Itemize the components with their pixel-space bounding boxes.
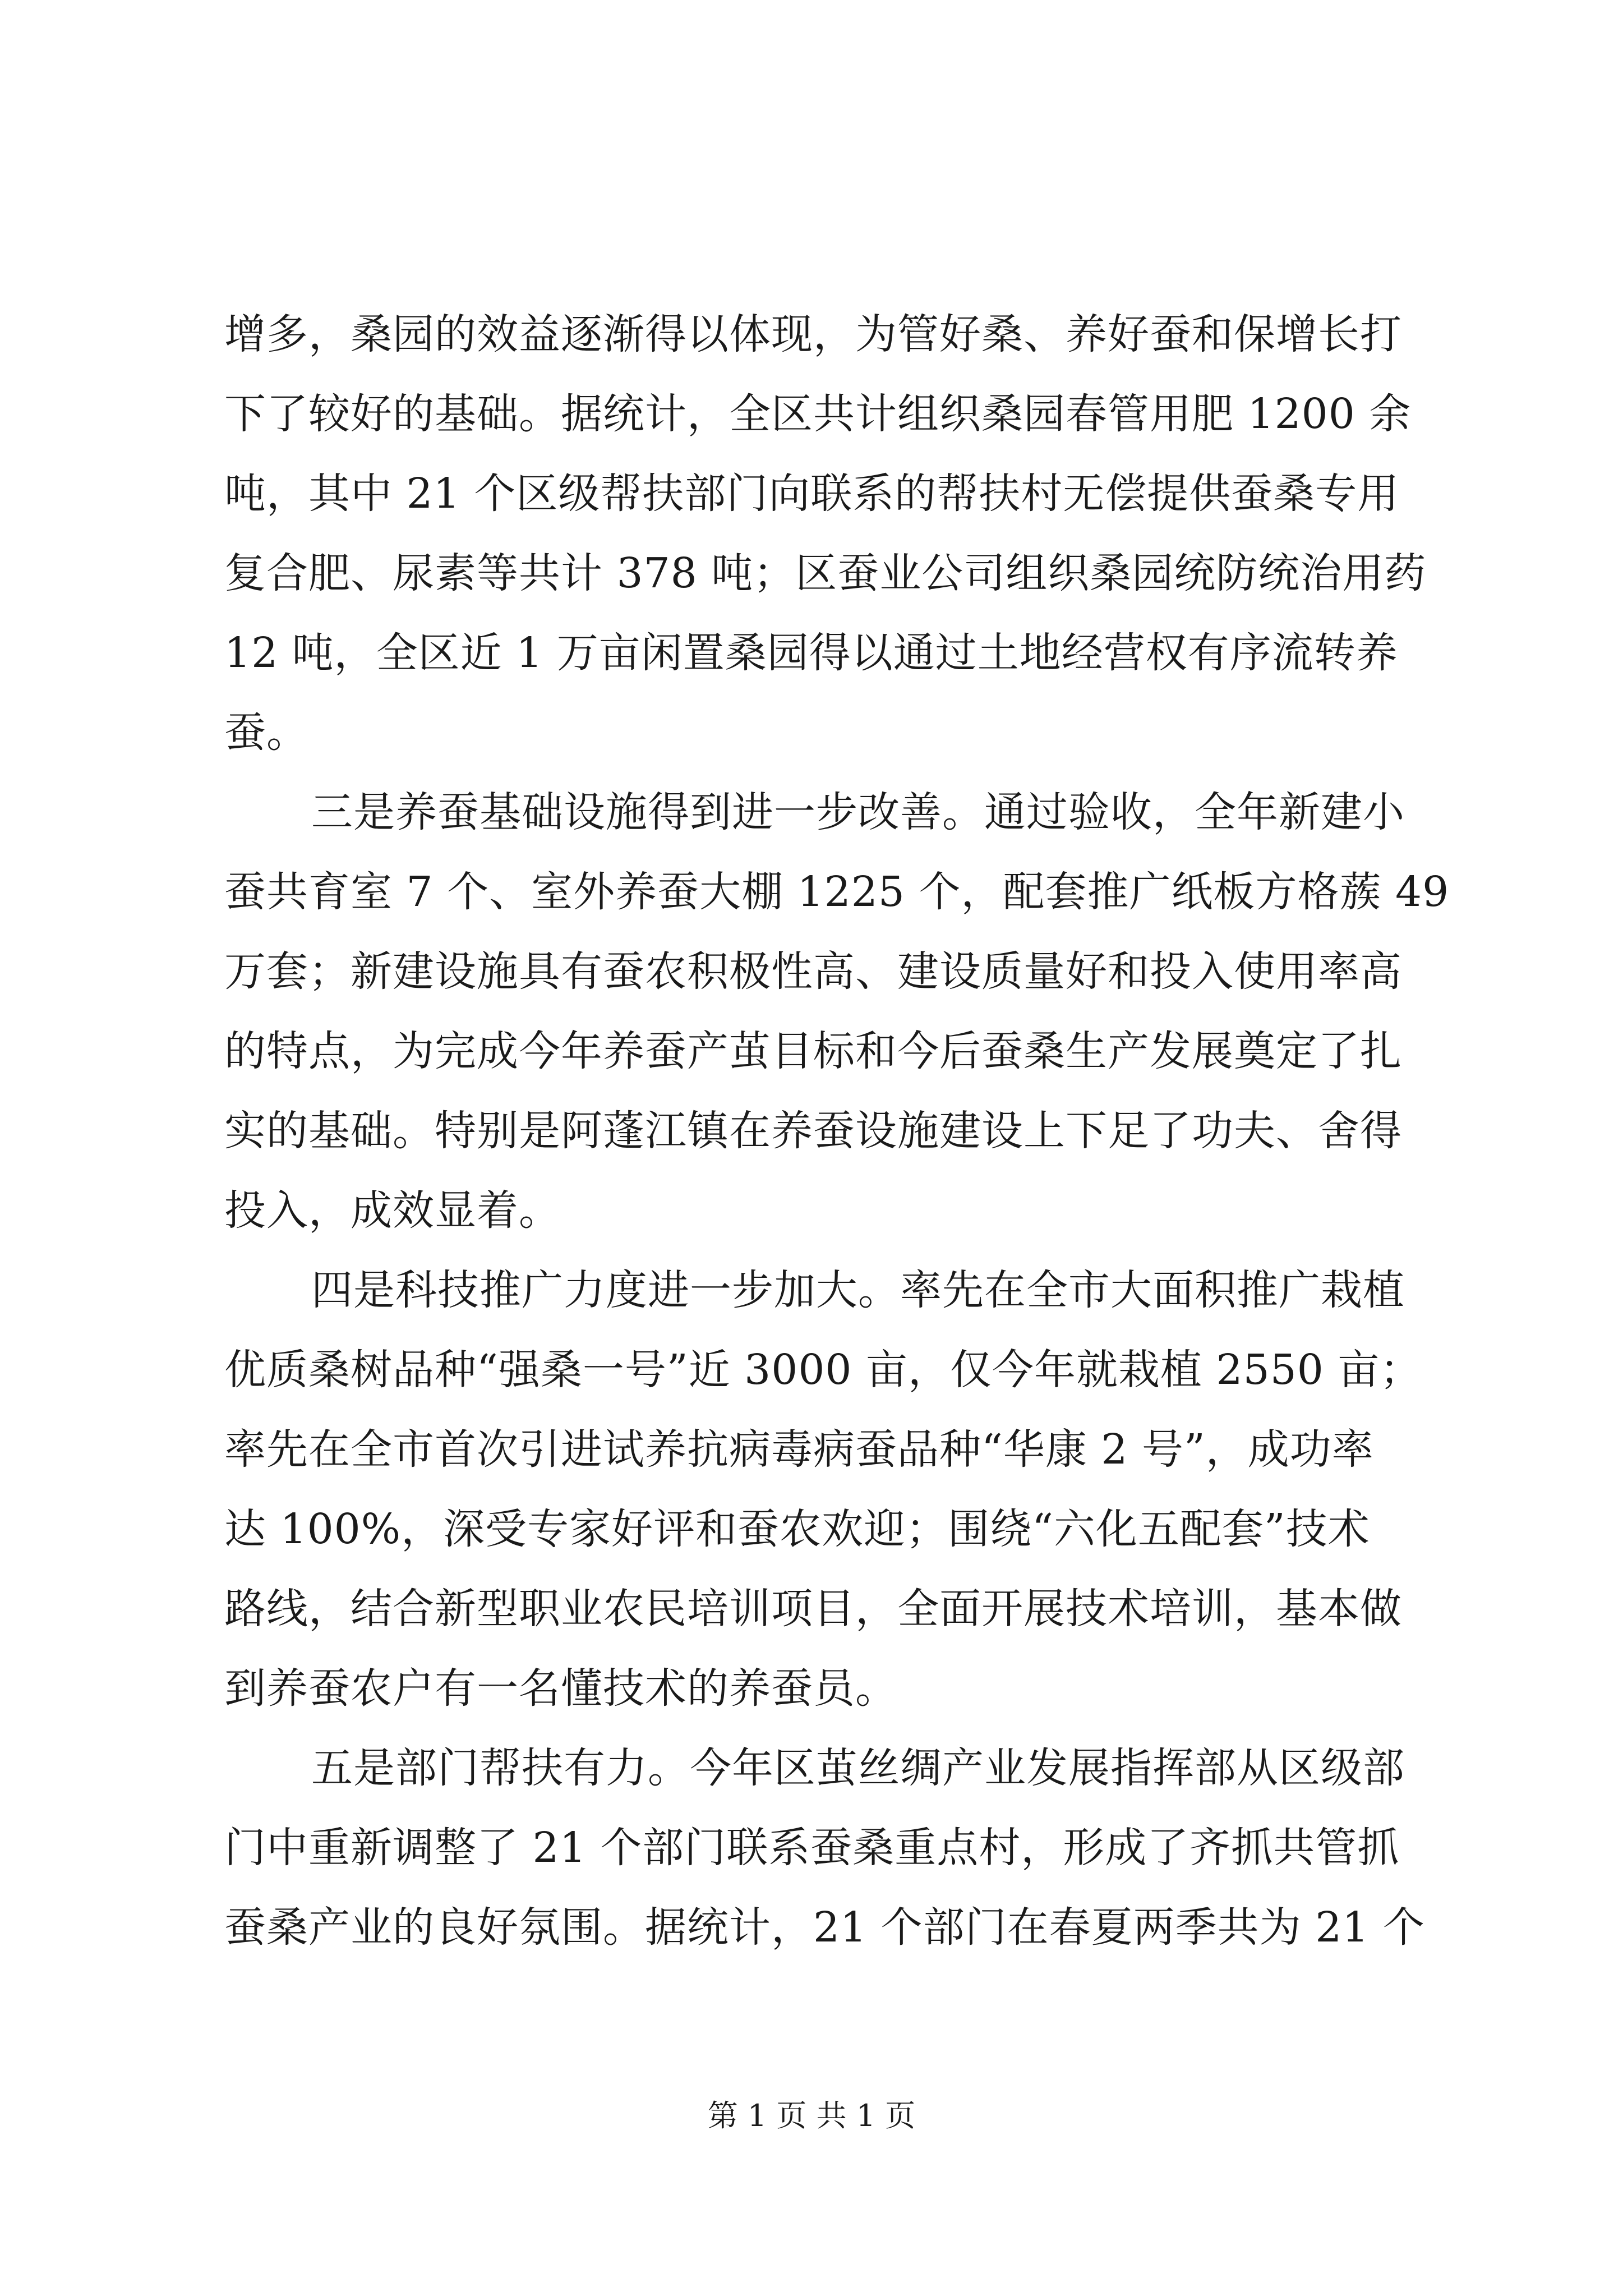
text-line: 路线，结合新型职业农民培训项目，全面开展技术培训，基本做 xyxy=(224,1585,1402,1633)
page-footer: 第 1 页 共 1 页 xyxy=(707,2098,916,2133)
text-line: 率先在全市首次引进试养抗病毒病蚕品种“华康 2 号”，成功率 xyxy=(224,1425,1374,1474)
text-line: 蚕桑产业的良好氛围。据统计，21 个部门在春夏两季共为 21 个 xyxy=(224,1903,1425,1952)
text-line: 实的基础。特别是阿蓬江镇在养蚕设施建设上下足了功夫、舍得 xyxy=(224,1107,1402,1155)
paragraph-first-line: 四是科技推广力度进一步加大。率先在全市大面积推广栽植 xyxy=(311,1266,1405,1314)
text-line: 增多，桑园的效益逐渐得以体现，为管好桑、养好蚕和保增长打 xyxy=(224,310,1402,358)
text-line: 万套；新建设施具有蚕农积极性高、建设质量好和投入使用率高 xyxy=(224,947,1402,996)
text-line: 下了较好的基础。据统计，全区共计组织桑园春管用肥 1200 余 xyxy=(224,390,1412,438)
text-line: 门中重新调整了 21 个部门联系蚕桑重点村，形成了齐抓共管抓 xyxy=(224,1824,1400,1872)
text-line: 蚕。 xyxy=(224,708,308,757)
text-line: 的特点，为完成今年养蚕产茧目标和今后蚕桑生产发展奠定了扎 xyxy=(224,1027,1402,1075)
text-line: 复合肥、尿素等共计 378 吨；区蚕业公司组织桑园统防统治用药 xyxy=(224,549,1427,597)
text-line: 优质桑树品种“强桑一号”近 3000 亩，仅今年就栽植 2550 亩； xyxy=(224,1346,1422,1394)
text-line: 到养蚕农户有一名懂技术的养蚕员。 xyxy=(224,1664,897,1713)
text-line: 达 100%，深受专家好评和蚕农欢迎；围绕“六化五配套”技术 xyxy=(224,1505,1370,1553)
paragraph-first-line: 五是部门帮扶有力。今年区茧丝绸产业发展指挥部从区级部 xyxy=(311,1744,1405,1792)
paragraph-first-line: 三是养蚕基础设施得到进一步改善。通过验收，全年新建小 xyxy=(311,788,1405,836)
text-line: 蚕共育室 7 个、室外养蚕大棚 1225 个，配套推广纸板方格蔟 49 xyxy=(224,868,1450,916)
text-line: 吨，其中 21 个区级帮扶部门向联系的帮扶村无偿提供蚕桑专用 xyxy=(224,470,1400,518)
text-line: 12 吨，全区近 1 万亩闲置桑园得以通过土地经营权有序流转养 xyxy=(224,629,1398,677)
text-line: 投入，成效显着。 xyxy=(224,1186,561,1235)
